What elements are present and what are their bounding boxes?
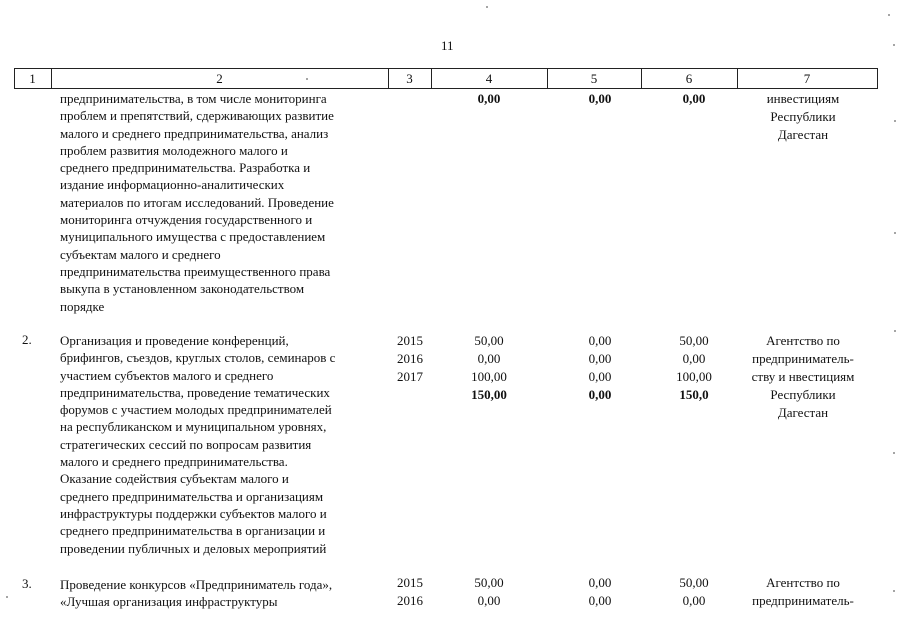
scan-speck — [486, 6, 488, 8]
row-number: 2. — [22, 332, 32, 347]
header-col-7: 7 — [803, 71, 811, 86]
row-col4: 0,00 — [477, 91, 501, 106]
header-col-6: 6 — [685, 71, 693, 86]
row-col4: 50,00 0,00 100,00 150,00 — [471, 333, 507, 402]
page-number: 11 — [441, 38, 454, 53]
row-col4: 50,00 0,00 — [474, 575, 504, 608]
scan-speck — [893, 44, 895, 46]
header-col-5: 5 — [590, 71, 598, 86]
row-description: предпринимательства, в том числе мониторинга проблем и препятствий, сдерживающих развитие малого и среднего предпринимательства, анализ проблем развития молодежного малого и среднего предпринимательства. Разработка и издание информационно-аналитических материалов по итогам исследований. Проведение мониторинга отчуждения государственного и муниципального имущества с предоставлением субъектам малого и среднего предпринимательства преимущественного права выкупа в установленном законодательством порядке — [60, 91, 334, 314]
row-years: 2015 2016 2017 — [397, 333, 423, 384]
row-description: Проведение конкурсов «Предприниматель года», «Лучшая организация инфраструктуры — [60, 577, 333, 610]
row-responsible: Агентство по предприниматель- — [752, 575, 854, 608]
header-col-2: 2 — [216, 71, 223, 86]
scan-speck — [894, 232, 896, 234]
row-responsible: инвестициям Республики Дагестан — [766, 91, 840, 142]
row-years: 2015 2016 — [397, 575, 423, 608]
row-col6: 0,00 — [682, 91, 706, 106]
row-responsible: Агентство по предприниматель- ству и нвестициям Республики Дагестан — [751, 333, 855, 420]
row-col6: 50,00 0,00 100,00 150,0 — [676, 333, 712, 402]
row-col5: 0,00 0,00 0,00 0,00 — [588, 333, 612, 402]
header-col-1: 1 — [29, 71, 36, 86]
header-col-3: 3 — [406, 71, 413, 86]
row-col5: 0,00 — [588, 91, 612, 106]
row-col6: 50,00 0,00 — [679, 575, 709, 608]
scan-speck — [893, 590, 895, 592]
scan-speck — [894, 330, 896, 332]
header-top-border — [14, 68, 878, 69]
header-divider — [877, 69, 878, 88]
row-description: Организация и проведение конференций, брифингов, съездов, круглых столов, семинаров с участием субъектов малого и среднего предпринимательства, проведение тематических форумов с участием молодых предпринимателей на республиканском и муниципальном уровнях, стратегических сессий по вопросам развития малого и среднего предпринимательства. Оказание содействия субъектам малого и среднего предпринимательства и организациям инфраструктуры поддержки субъектов малого и среднего предпринимательства в организации и проведении публичных и деловых мероприятий — [60, 333, 336, 556]
scan-speck — [893, 452, 895, 454]
scan-speck — [894, 120, 896, 122]
row-number: 3. — [22, 576, 32, 591]
scan-speck — [888, 14, 890, 16]
scan-speck — [306, 78, 308, 80]
header-col-4: 4 — [485, 71, 493, 86]
scan-speck — [6, 596, 8, 598]
row-col5: 0,00 0,00 — [588, 575, 612, 608]
header-bottom-border — [14, 88, 878, 89]
